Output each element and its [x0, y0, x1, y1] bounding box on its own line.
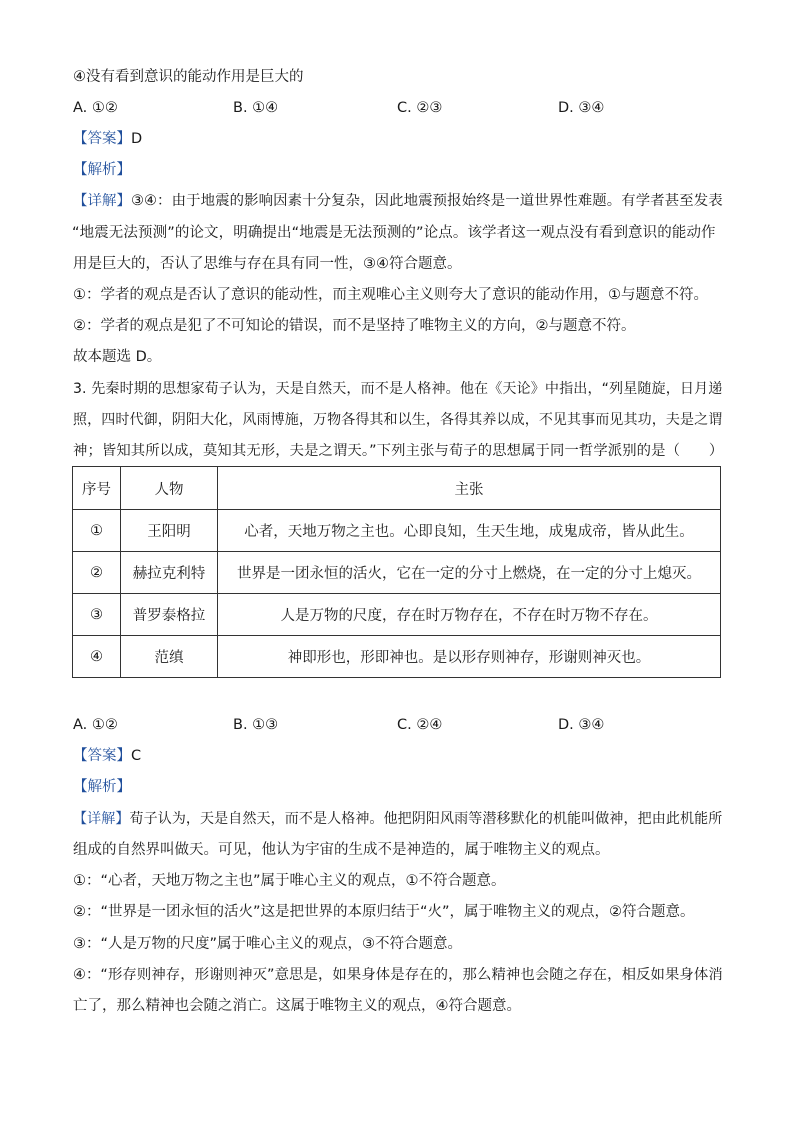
row-number: ①: [73, 510, 121, 552]
answer-tag: 【答案】: [73, 748, 131, 764]
q3-option-d: D. ③④: [558, 717, 605, 733]
answer-blank: （ ）: [665, 443, 724, 459]
q3-note-4: ④：“形存则神存，形谢则神灭”意思是，如果身体是存在的，那么精神也会随之存在，相反如果身体消: [73, 967, 723, 983]
q3-stem-line-1: 3. 先秦时期的思想家荀子认为，天是自然天，而不是人格神。他在《天论》中指出，“列星随旋，日月递: [73, 381, 723, 397]
q2-option-c: C. ②③: [397, 100, 443, 116]
detail-tag: 【详解】: [73, 811, 130, 827]
analysis-tag: 【解析】: [73, 162, 131, 178]
table-row: [73, 510, 721, 552]
q2-answer: [73, 129, 723, 149]
table-row: [73, 636, 721, 678]
q3-option-c: C. ②④: [397, 717, 443, 733]
row-number: ②: [73, 552, 121, 594]
q3-detail-line-1: [73, 809, 723, 829]
stem-text: 神；皆知其所以成，莫知其无形，夫是之谓天。”下列主张与荀子的思想属于同一哲学派别的是: [73, 443, 666, 459]
q3-option-b: B. ①③: [233, 717, 279, 733]
row-person: 普罗泰格拉: [121, 594, 218, 636]
q2-detail-line-1: [73, 191, 723, 211]
header-claim: 主张: [218, 467, 721, 510]
row-number: ④: [73, 636, 121, 678]
row-claim: 世界是一团永恒的活火，它在一定的分寸上燃烧，在一定的分寸上熄灭。: [218, 552, 721, 594]
row-number: ③: [73, 594, 121, 636]
q3-stem-line-2: 照，四时代御，阴阳大化，风雨博施，万物各得其和以生，各得其养以成，不见其事而见其功，夫是之谓: [73, 412, 723, 428]
table-header-row: [73, 467, 721, 510]
table-row: [73, 594, 721, 636]
row-person: 范缜: [121, 636, 218, 678]
row-person: 赫拉克利特: [121, 552, 218, 594]
q2-option-d: D. ③④: [558, 100, 605, 116]
q3-note-3: ③：“人是万物的尺度”属于唯心主义的观点，③不符合题意。: [73, 936, 463, 952]
row-person: 王阳明: [121, 510, 218, 552]
q2-option-a: A. ①②: [73, 100, 118, 116]
q3-stem-line-3: [73, 441, 723, 461]
q2-note-1: ①：学者的观点是否认了意识的能动性，而主观唯心主义则夸大了意识的能动作用，①与题意不符。: [73, 287, 708, 303]
q2-statement-4: ④没有看到意识的能动作用是巨大的: [73, 69, 304, 85]
header-person: 人物: [121, 467, 218, 510]
q2-detail-line-3: 用是巨大的，否认了思维与存在具有同一性，③④符合题意。: [73, 256, 462, 272]
analysis-tag: 【解析】: [73, 779, 131, 795]
q3-answer: [73, 746, 723, 766]
q3-note-1: ①：“心者，天地万物之主也”属于唯心主义的观点，①不符合题意。: [73, 873, 506, 889]
q3-table: [72, 466, 721, 678]
q3-analysis-heading: [73, 777, 723, 797]
q2-conclusion: 故本题选 D。: [73, 349, 162, 365]
q3-note-5: 亡了，那么精神也会随之消亡。这属于唯物主义的观点，④符合题意。: [73, 998, 521, 1014]
answer-value: D: [131, 131, 143, 147]
detail-tag: 【详解】: [73, 193, 132, 209]
answer-value: C: [131, 748, 142, 764]
q2-note-2: ②：学者的观点是犯了不可知论的错误，而不是坚持了唯物主义的方向，②与题意不符。: [73, 318, 636, 334]
q3-note-2: ②：“世界是一团永恒的活火”这是把世界的本原归结于“火”，属于唯物主义的观点，②符合题意。: [73, 904, 695, 920]
q3-detail-line-2: 组成的自然界叫做天。可见，他认为宇宙的生成不是神造的，属于唯物主义的观点。: [73, 842, 610, 858]
detail-text: 荀子认为，天是自然天，而不是人格神。他把阴阳风雨等潜移默化的机能叫做神，把由此机能所: [129, 811, 723, 827]
q2-analysis-heading: [73, 160, 723, 180]
row-claim: 心者，天地万物之主也。心即良知，生天生地，成鬼成帝，皆从此生。: [218, 510, 721, 552]
answer-tag: 【答案】: [73, 131, 131, 147]
q2-option-b: B. ①④: [233, 100, 279, 116]
detail-text: ③④：由于地震的影响因素十分复杂，因此地震预报始终是一道世界性难题。有学者甚至发表: [131, 193, 723, 209]
header-number: 序号: [73, 467, 121, 510]
q2-detail-line-2: “地震无法预测”的论文，明确提出“地震是无法预测的”论点。该学者这一观点没有看到意识的能动作: [72, 225, 716, 241]
row-claim: 人是万物的尺度，存在时万物存在，不存在时万物不存在。: [218, 594, 721, 636]
row-claim: 神即形也，形即神也。是以形存则神存，形谢则神灭也。: [218, 636, 721, 678]
q3-option-a: A. ①②: [73, 717, 118, 733]
table-row: [73, 552, 721, 594]
